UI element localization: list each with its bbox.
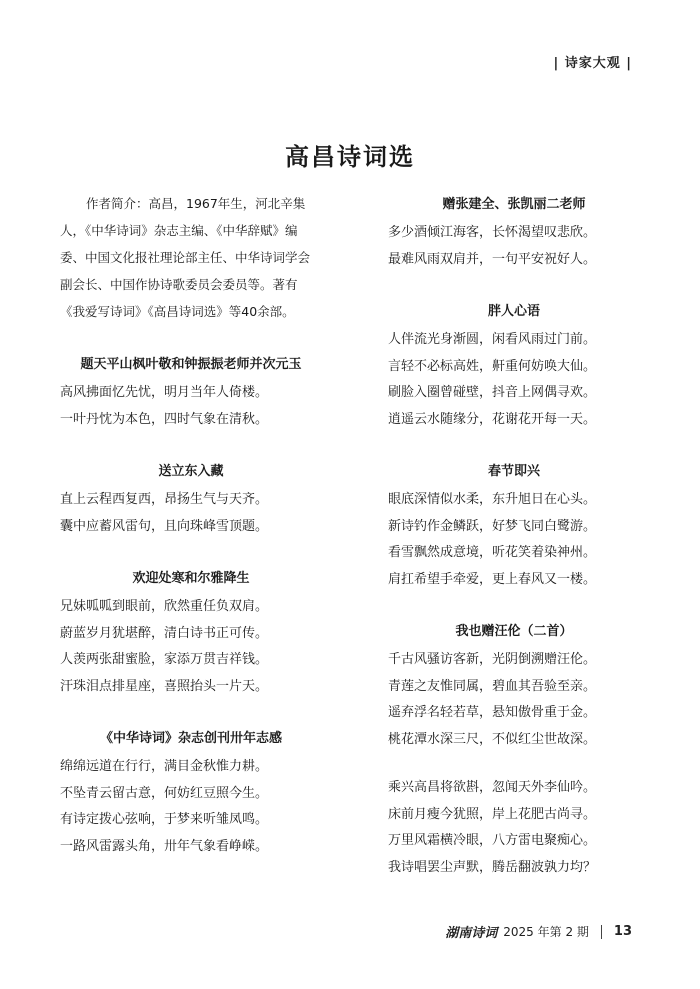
poem	[60, 564, 322, 700]
poem-line: 最难风雨双肩并，一句平安祝好人。	[388, 251, 597, 267]
poem-line: 乘兴高昌将欲斟，忽闻天外李仙吟。	[388, 780, 597, 795]
poem-line: 眼底深情似水柔，东升旭日在心头。	[388, 492, 597, 507]
poem-line: 一路风雷露头角，卅年气象看峥嵘。	[60, 838, 269, 854]
poem-line: 我诗唱罢尘声默，腾岳翻波孰力均？	[388, 859, 597, 875]
poem-line: 青莲之友惟同属，碧血其吾验至亲。	[388, 678, 597, 694]
poem-line: 高风拂面忆先忧，明月当年人倚楼。	[60, 385, 269, 400]
issue-label: 2025 年第 2 期	[503, 925, 589, 939]
poem-line: 一叶丹忱为本色，四时气象在清秋。	[60, 411, 269, 427]
poem	[388, 297, 640, 433]
poem-title: 送立东入藏	[158, 464, 224, 479]
poem	[388, 457, 640, 593]
poem	[60, 457, 322, 540]
section-tag: | 诗家大观 |	[553, 56, 632, 71]
poem	[60, 724, 322, 860]
poem-line: 直上云程西复西，昂扬生气与天齐。	[60, 492, 269, 507]
poem-title: 题天平山枫叶敬和钟振振老师并次元玉	[80, 357, 302, 372]
poem-title: 胖人心语	[487, 304, 540, 319]
poem-line: 逍遥云水随缘分，花谢花开每一天。	[388, 411, 597, 427]
poem-line: 言轻不必标高姓，鼾重何妨唤大仙。	[388, 358, 597, 374]
poem-title: 赠张建全、张凯丽二老师	[442, 197, 586, 212]
poem-line: 千古风骚访客新，光阴倒溯赠汪伦。	[388, 652, 597, 667]
poem-line: 兄妹呱呱到眼前，欣然重任负双肩。	[60, 599, 269, 614]
poem-title: 春节即兴	[487, 464, 540, 479]
poem-title: 我也赠汪伦（二首）	[455, 624, 573, 639]
page-title: 高昌诗词选	[285, 142, 415, 171]
poem-line: 肩扛希望手牵爱，更上春风又一楼。	[388, 571, 597, 587]
poem-line: 有诗定拨心弦响，于梦来听雏凤鸣。	[60, 812, 269, 827]
page-footer	[445, 922, 632, 941]
poem-line: 绵绵远道在行行，满目金秋惟力耕。	[60, 759, 269, 774]
poem-line: 床前月瘦今犹照，岸上花肥古尚寻。	[388, 806, 597, 822]
poem	[388, 190, 640, 273]
poem-line: 遥弃浮名轻若草，悬知傲骨重于金。	[388, 705, 597, 720]
poem-line: 汗珠泪点排星座，喜照抬头一片天。	[60, 678, 269, 694]
poem-line: 不坠青云留古意，何妨红豆照今生。	[60, 785, 269, 801]
poem	[60, 350, 322, 433]
footer-divider	[601, 925, 602, 939]
poem-line: 囊中应蓄风雷句，且向珠峰雪顶题。	[60, 518, 269, 534]
left-column	[60, 190, 322, 884]
poem-line: 蔚蓝岁月犹堪醉，清白诗书正可传。	[60, 625, 269, 641]
poem-title: 欢迎处寒和尔雅降生	[132, 571, 250, 586]
poem-line: 桃花潭水深三尺，不似红尘世故深。	[388, 731, 597, 747]
right-column	[388, 190, 640, 905]
poem	[388, 617, 640, 881]
poem-line: 看雪飘然成意境，听花笑着染神州。	[388, 545, 597, 560]
journal-brand: 湖南诗词	[445, 926, 498, 941]
poem-line: 刷脸入圈曾碰壁，抖音上网偶寻欢。	[388, 385, 597, 400]
stanza-spacer	[388, 753, 640, 775]
poem-line: 新诗钓作金鳞跃，好梦飞同白鹭游。	[388, 518, 597, 534]
poem-line: 万里风霜横冷眼，八方雷电聚痴心。	[388, 833, 597, 848]
poem-line: 人羡两张甜蜜脸，家添万贯吉祥钱。	[60, 652, 269, 667]
poem-title: 《中华诗词》杂志创刊卅年志感	[99, 731, 282, 746]
author-intro: 作者简介：高昌，1967年生，河北辛集人，《中华诗词》杂志主编、《中华辞赋》编委、中国文化报社理论部主任、中华诗词学会副会长、中国作协诗歌委员会委员等。著有《我爱写诗词》《高昌诗词选》等40余部。	[60, 196, 311, 319]
poem-line: 人伴流光身渐圆，闲看风雨过门前。	[388, 332, 597, 347]
poem-line: 多少酒倾江海客，长怀渴望叹悲欣。	[388, 225, 597, 240]
page-number: 13	[613, 924, 632, 939]
